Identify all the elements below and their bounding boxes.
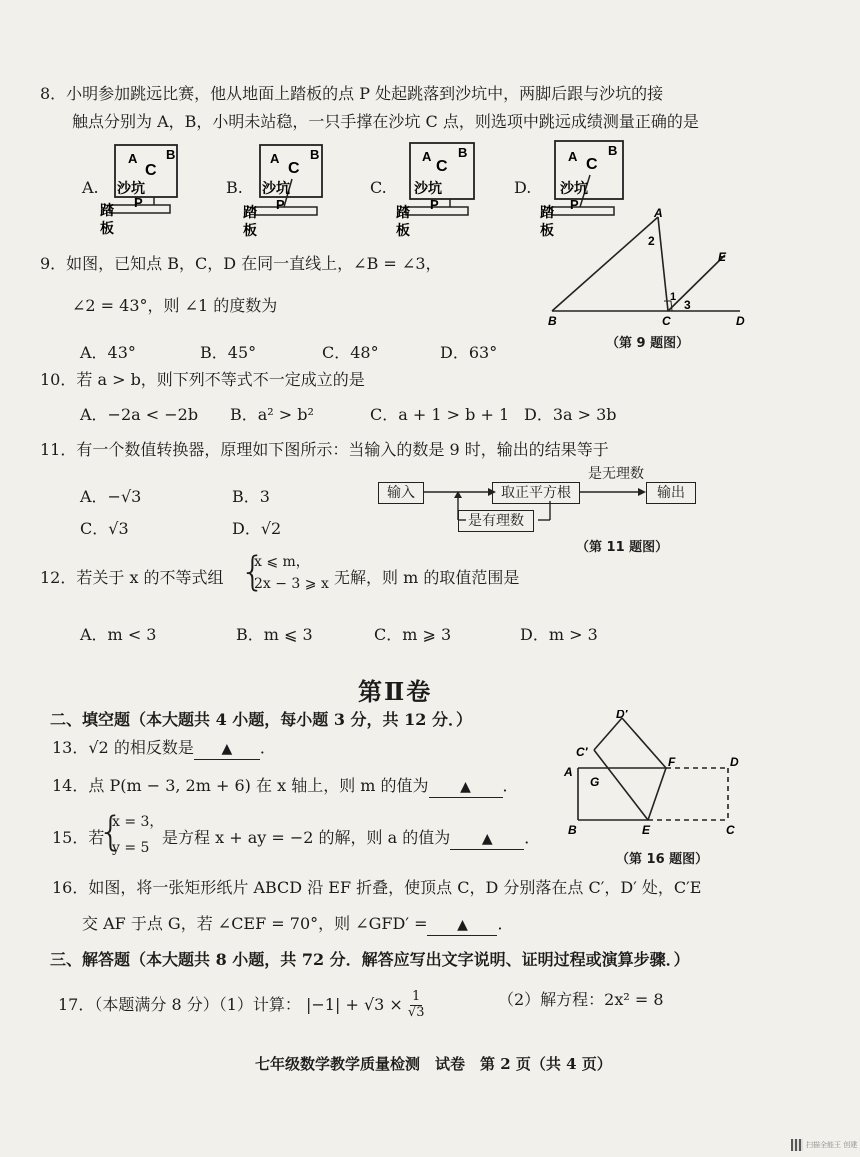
- q14-blank-mark: ▲: [460, 779, 471, 795]
- q16-answer-blank[interactable]: [427, 914, 497, 936]
- q8b-board1: 踏: [243, 204, 257, 220]
- q9-option-c[interactable]: C．48°: [322, 343, 379, 362]
- q17-line: [58, 990, 424, 1021]
- q8c-label-b: B: [458, 145, 468, 160]
- q9-label-d: D: [736, 314, 745, 328]
- q9-option-a[interactable]: A．43°: [80, 343, 136, 362]
- q15-brace: {: [98, 809, 124, 855]
- q9-stem-line2: ∠2 = 43°，则 ∠1 的度数为: [72, 296, 278, 315]
- q9-angle-2: 2: [648, 234, 655, 248]
- q8-stem-line2: 触点分别为 A，B，小明未站稳，一只手撑在沙坑 C 点，则选项中跳远成绩测量正确的是: [72, 112, 699, 131]
- q12-prefix: 12．若关于 x 的不等式组: [40, 568, 224, 587]
- q15-system-line1: x = 3，: [112, 814, 164, 830]
- q8-option-c[interactable]: C.: [370, 178, 387, 197]
- q14-period: ．: [502, 776, 519, 795]
- q8c-board2: 板: [396, 222, 410, 238]
- q11-sqrt-box: 取正平方根: [492, 482, 580, 504]
- q13-answer-blank[interactable]: [194, 738, 260, 760]
- q8b-board2: 板: [243, 222, 257, 238]
- q8-figure-c: [396, 143, 474, 238]
- q9-label-c: C: [662, 314, 671, 328]
- section-2-title: 第Ⅱ卷: [358, 677, 433, 706]
- q8c-label-c: C: [436, 158, 448, 175]
- q12-system-line1: x ⩽ m，: [254, 554, 310, 570]
- q16-label-g: G: [590, 775, 600, 789]
- q16-label-d1: D′: [616, 710, 628, 721]
- fill-section-header: 二、填空题（本大题共 4 小题，每小题 3 分，共 12 分．）: [50, 710, 472, 729]
- q11-option-d[interactable]: D．√2: [232, 519, 282, 538]
- q9-label-a: A: [654, 206, 663, 220]
- q15-prefix: 15．若: [52, 828, 105, 847]
- q16-stem-line1: 16．如图，将一张矩形纸片 ABCD 沿 EF 折叠，使顶点 C，D 分别落在点 C′，D′ 处，C′E: [52, 878, 702, 897]
- q14-line: [52, 776, 519, 798]
- q16-blank-mark: ▲: [457, 917, 468, 933]
- q14-answer-blank[interactable]: [429, 776, 503, 798]
- q8-stem-line1: 8．小明参加跳远比赛，他从地面上踏板的点 P 处起跳落到沙坑中，两脚后跟与沙坑的接: [40, 84, 664, 103]
- q8c-label-a: A: [422, 149, 432, 164]
- q16-label-c1: C′: [576, 745, 588, 759]
- q17-fraction: [408, 990, 425, 1021]
- q15-blank-mark: ▲: [481, 831, 493, 847]
- q12-suffix: 无解，则 m 的取值范围是: [334, 568, 520, 587]
- q16-period: ．: [497, 914, 514, 933]
- q8b-pit: 沙坑: [262, 180, 290, 196]
- q13-stem: 13．√2 的相反数是: [52, 738, 194, 757]
- q8a-label-p: P: [134, 195, 143, 210]
- q8a-board1: 踏: [100, 202, 114, 218]
- q16-label-b: B: [568, 823, 577, 837]
- q11-caption: （第 11 题图）: [576, 540, 669, 555]
- q15-system-line2: y = 5: [112, 840, 150, 856]
- q8b-label-a: A: [270, 151, 280, 166]
- q16-label-d: D: [730, 755, 739, 769]
- q11-irrational-label: 是无理数: [588, 466, 644, 482]
- q8b-label-b: B: [310, 147, 320, 162]
- q8d-label-b: B: [608, 143, 618, 158]
- q14-stem: 14．点 P(m − 3, 2m + 6) 在 x 轴上，则 m 的值为: [52, 776, 429, 795]
- q8-option-a[interactable]: A.: [82, 178, 99, 197]
- q12-system-line2: 2x − 3 ⩾ x: [254, 576, 329, 592]
- q11-output-box: 输出: [646, 482, 696, 504]
- q12-option-b[interactable]: B．m ⩽ 3: [236, 625, 313, 644]
- q12-brace: {: [240, 549, 266, 595]
- q17-expression: |−1| + √3 ×: [306, 994, 403, 1014]
- q10-stem: 10．若 a > b，则下列不等式不一定成立的是: [40, 370, 365, 389]
- q8-figure-b: [243, 145, 322, 238]
- q12-option-d[interactable]: D．m > 3: [520, 625, 598, 644]
- q8a-label-b: B: [166, 147, 176, 162]
- q17-stem: 17．（本题满分 8 分）（1）计算：: [58, 994, 301, 1014]
- q16-label-e: E: [642, 823, 651, 837]
- q10-option-b[interactable]: B．a² > b²: [230, 405, 314, 424]
- q9-option-b[interactable]: B．45°: [200, 343, 257, 362]
- q8d-board1: 踏: [540, 204, 554, 220]
- q8a-label-c: C: [145, 162, 157, 179]
- q8-option-d[interactable]: D.: [514, 178, 532, 197]
- q10-option-c[interactable]: C．a + 1 > b + 1: [370, 405, 510, 424]
- q16-stem-line2: 交 AF 于点 G，若 ∠CEF = 70°，则 ∠GFD′ =: [82, 914, 428, 933]
- q11-option-c[interactable]: C．√3: [80, 519, 129, 538]
- q11-stem: 11．有一个数值转换器，原理如下图所示：当输入的数是 9 时，输出的结果等于: [40, 440, 609, 459]
- q8b-label-c: C: [288, 160, 300, 177]
- q8c-pit: 沙坑: [414, 180, 442, 196]
- q8b-label-p: P: [276, 197, 285, 212]
- q8d-label-p: P: [570, 197, 579, 212]
- q17-part2: （2）解方程：2x² = 8: [498, 990, 664, 1009]
- q11-rational-box: 是有理数: [458, 510, 534, 532]
- q9-label-b: B: [548, 314, 557, 328]
- q12-option-a[interactable]: A．m < 3: [80, 625, 157, 644]
- q15-stem: 是方程 x + ay = −2 的解，则 a 的值为: [162, 828, 451, 847]
- q17-frac-denominator: √3: [407, 1004, 425, 1020]
- q8c-label-p: P: [430, 197, 439, 212]
- q9-option-d[interactable]: D．63°: [440, 343, 498, 362]
- q8d-pit: 沙坑: [560, 180, 588, 196]
- q8a-label-a: A: [128, 151, 138, 166]
- q15-period: ．: [524, 828, 541, 847]
- q16-figure: [560, 710, 760, 850]
- scanner-watermark: 扫描全能王 创建: [806, 1141, 858, 1149]
- q8d-board2: 板: [540, 222, 554, 238]
- q9-angle-1: 1: [670, 291, 677, 303]
- page-footer: 七年级数学教学质量检测 试卷 第 2 页（共 4 页）: [255, 1055, 612, 1073]
- q11-option-a[interactable]: A．−√3: [80, 487, 142, 506]
- q13-blank-mark: ▲: [221, 741, 233, 757]
- q11-input-box: 输入: [378, 482, 424, 504]
- q8d-label-a: A: [568, 149, 578, 164]
- q8d-label-c: C: [586, 156, 598, 173]
- qr-code-icon: [791, 1139, 803, 1151]
- q10-option-d[interactable]: D．3a > 3b: [524, 405, 617, 424]
- q16-label-f: F: [668, 755, 676, 769]
- q15-line: [162, 828, 540, 850]
- q8c-board1: 踏: [396, 204, 410, 220]
- q13-period: ．: [259, 738, 276, 757]
- q15-answer-blank[interactable]: [450, 828, 524, 850]
- q9-caption: （第 9 题图）: [606, 336, 690, 351]
- q9-stem-line1: 9．如图，已知点 B，C，D 在同一直线上，∠B = ∠3，: [40, 254, 442, 273]
- q16-label-a: A: [564, 765, 573, 779]
- q16-caption: （第 16 题图）: [616, 852, 709, 867]
- q10-option-a[interactable]: A．−2a < −2b: [80, 405, 199, 424]
- q11-option-b[interactable]: B．3: [232, 487, 270, 506]
- q8a-pit: 沙坑: [117, 180, 145, 196]
- q8-option-b[interactable]: B.: [226, 178, 243, 197]
- q16-line2: [82, 914, 514, 936]
- q9-angle-3: 3: [684, 298, 691, 312]
- q17-frac-numerator: 1: [412, 989, 421, 1004]
- solve-section-header: 三、解答题（本大题共 8 小题，共 72 分．解答应写出文字说明、证明过程或演算步骤．）: [50, 950, 690, 969]
- q9-label-e: E: [718, 250, 727, 264]
- q12-option-c[interactable]: C．m ⩾ 3: [374, 625, 452, 644]
- q13-line: [52, 738, 276, 760]
- q16-label-c: C: [726, 823, 735, 837]
- q8a-board2: 板: [100, 220, 114, 236]
- q8-figure-a: [100, 145, 177, 236]
